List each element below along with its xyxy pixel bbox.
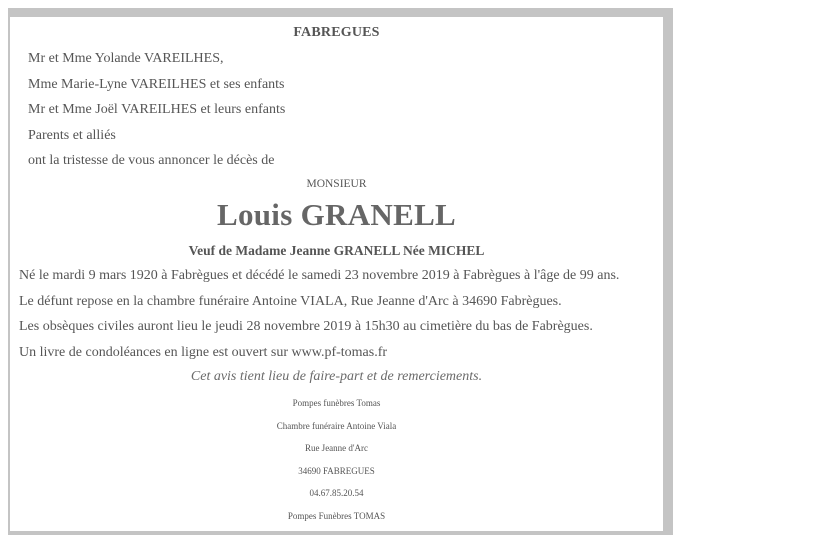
announcer-line: Parents et alliés: [28, 128, 116, 143]
town-heading: FABREGUES: [293, 25, 380, 40]
announcer-line: Mr et Mme Yolande VAREILHES,: [28, 51, 224, 66]
announcer-line: Mme Marie-Lyne VAREILHES et ses enfants: [28, 77, 285, 92]
detail-line-funeral: Les obsèques civiles auront lieu le jeudi 28 novembre 2019 à 15h30 au cimetière du bas de Fabrègues.: [19, 319, 593, 334]
footer-line: 34690 FABREGUES: [298, 466, 375, 476]
deceased-name: Louis GRANELL: [216, 197, 457, 232]
deceased-title: MONSIEUR: [306, 178, 367, 190]
announcer-line: ont la tristesse de vous annoncer le décès de: [28, 153, 275, 168]
detail-line-condolences: Un livre de condoléances en ligne est ouvert sur www.pf-tomas.fr: [19, 345, 388, 360]
footer-line: Chambre funéraire Antoine Viala: [276, 421, 397, 431]
deceased-subtitle: Veuf de Madame Jeanne GRANELL Née MICHEL: [188, 243, 485, 258]
announcer-line: Mr et Mme Joël VAREILHES et leurs enfants: [28, 102, 286, 117]
obituary-notice: [10, 17, 663, 531]
detail-line-repose: Le défunt repose en la chambre funéraire Antoine VIALA, Rue Jeanne d'Arc à 34690 Fabrègues.: [19, 294, 562, 309]
footer-line: 04.67.85.20.54: [309, 488, 364, 498]
footer-line: Pompes funèbres Tomas: [292, 398, 381, 408]
footer-line: Pompes Funèbres TOMAS: [287, 511, 386, 521]
detail-line-birth-death: Né le mardi 9 mars 1920 à Fabrègues et décédé le samedi 23 novembre 2019 à Fabrègues à l'âge de 99 ans.: [19, 268, 620, 283]
footer-line: Rue Jeanne d'Arc: [304, 443, 369, 453]
notice-statement: Cet avis tient lieu de faire-part et de remerciements.: [190, 369, 483, 384]
